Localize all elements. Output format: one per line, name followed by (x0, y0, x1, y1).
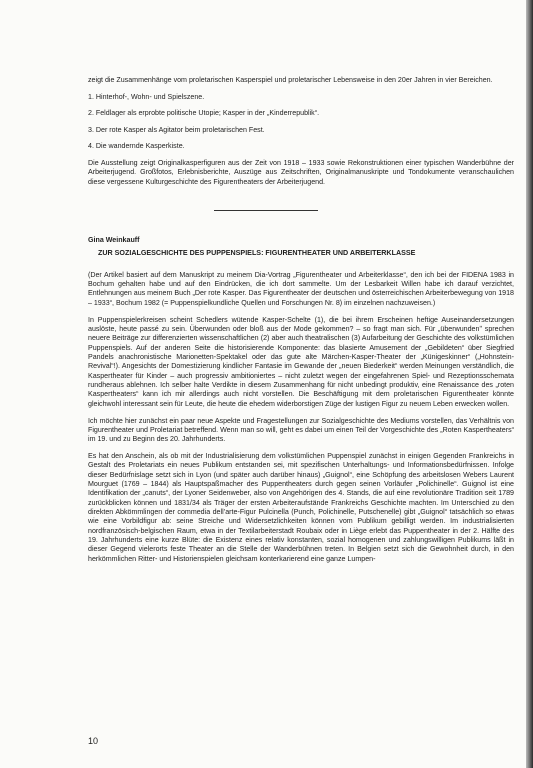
list-item: 4. Die wandernde Kasperkiste. (88, 142, 185, 151)
scan-edge (526, 0, 533, 768)
topic-list (88, 93, 514, 152)
list-item: 2. Feldlager als erprobte politische Utopie; Kasper in der „Kinderrepublik“. (88, 109, 320, 118)
page-body (88, 76, 514, 572)
exhibition-paragraph: Die Ausstellung zeigt Originalkasperfiguren aus der Zeit von 1918 – 1933 sowie Rekonstruktionen einer typischen Wanderbühne der Arbeiterjugend. Großfotos, Erlebnisberichte, Auszüge aus Zeitschriften, Originalmanuskripte und Tondokumente veranschaulichen diese vergessene Kulturgeschichte des Figurentheaters der Arbeiterjugend. (88, 158, 514, 186)
body-paragraph: Ich möchte hier zunächst ein paar neue Aspekte und Fragestellungen zur Sozialgeschichte des Mediums vorstellen, das Verhältnis von Figurentheater und Proletariat betreffend. Wenn man so will, geht es dabei um einen Teil der Vorgeschichte des „Roten Kaspertheaters“ im 19. und zu Beginn des 20. Jahrhunderts. (88, 416, 514, 444)
intro-paragraph: zeigt die Zusammenhänge vom proletarischen Kasperspiel und proletarischer Lebensweise in den 20er Jahren in vier Bereichen. (88, 76, 493, 84)
body-paragraph: Es hat den Anschein, als ob mit der Industrialisierung dem volkstümlichen Puppenspiel zunächst in einigen Gegenden Frankreichs in Gestalt des Proletariats ein neues Publikum entstanden sei, mit spezifischen Unterhaltungs- und Informationsbedürfnissen. Infolge dieser Bedürfnislage setzt sich in Lyon (und später auch darüber hinaus) „Guignol“, eine Schöpfung des arbeitslosen Webers Laurent Mourguet (1769 – 1844) als Hauptspaßmacher des Puppentheaters durch gegen seinen Vorläufer „Polichinelle“. Guignol ist eine Identifikation der „canuts“, der Lyoner Seidenweber, also von Angehörigen des 4. Stands, die auf eine revolutionäre Tradition seit 1789 zurückblicken können und 1831/34 als Träger der ersten Arbeiteraufstände Frankreichs Geschichte machten. Im Unterschied zu den direkten Abkömmlingen der commedia dell’arte-Figur Pulcinella (Punch, Polichinelle, Putschenelle) gibt „Guignol“ tatsächlich so etwas wie eine Vorbildfigur ab: seine Streiche und Widersetzlichkeiten können vom Publikum gebilligt werden. Im industrialisierten nordfranzösisch-belgischen Raum, etwa in der Textilarbeiterstadt Roubaix oder in Liège erlebt das Puppentheater in der 2. Hälfte des 19. Jahrhunderts eine kurze Blüte: die Existenz eines relativ konstanten, sozial homogenen und zahlungswilligen Publikums läßt in dieser Gegend vielerorts feste Theater an die Stelle der Wanderbühnen treten. In Belgien setzt sich die Gewohnheit durch, in den herkömmlichen Ritter- und Historienspielen gleichsam konterkarierend eine ganze Lumpen- (88, 452, 514, 563)
list-item: 1. Hinterhof-, Wohn- und Spielszene. (88, 92, 205, 101)
page-number: 10 (88, 736, 99, 746)
author-name: Gina Weinkauff (88, 236, 140, 244)
section-divider (214, 210, 318, 211)
article-title: ZUR SOZIALGESCHICHTE DES PUPPENSPIELS: FIGURENTHEATER UND ARBEITERKLASSE (98, 249, 416, 258)
list-item: 3. Der rote Kasper als Agitator beim proletarischen Fest. (88, 125, 265, 134)
body-paragraph: In Puppenspielerkreisen scheint Schedlers wütende Kasper-Schelte (1), die bei ihrem Erscheinen heftige Auseinandersetzungen auslöste, heute passé zu sein. Überwunden oder bloß aus der Mode gekommen? – so fragt man sich. Für „überwundenʺ sprechen neuere Beiträge zur differenzierten wissenschaftlichen (2) aber auch theatralischen (3) Aufarbeitung der Geschichte des volkstümlichen Puppenspiels. Auf der anderen Seite die historisierende Komponente: das blasierte Amusement der „Gebildeten“ über Siegfried Pandels anachronistische Marionetten-Spektakel oder das gute alte Märchen-Kasper-Theater der „Künigeskinner“ („Hohnstein-Revival“!). Angesichts der Domestizierung kindlicher Fantasie im Gewande der „neuen Biederkeit“ werden Meinungen verständlich, die Kaspertheater für Kinder – auch progressiv ambitioniertes – nicht zuletzt wegen der eingefahrenen Spiel- und Rezeptionsschemata rundheraus ablehnen. Ich selber halte Verdikte in diesem Zusammenhang für nicht unbedingt produktiv, eine Renaissance des „roten Kaspertheaters“ kann ich mir allerdings auch nicht vorstellen. Die Beschäftigung mit dem proletarischen Figurentheater könnte gleichwohl interessant sein für Leute, die heute die ehedem widerborstigen Züge der lustigen Figur zu neuem Leben erwecken wollen. (88, 315, 514, 408)
body-paragraph: (Der Artikel basiert auf dem Manuskript zu meinem Dia-Vortrag „Figurentheater und Arbeiterklasse“, den ich bei der FIDENA 1983 in Bochum gehalten habe und auf den Eindrücken, die ich dort sammelte. Um der Lesbarkeit Willen habe ich darauf verzichtet, Entlehnungen aus meinem Buch „Der rote Kasper. Das Figurentheater der deutschen und österreichischen Arbeiterbewegung von 1918 – 1933“, Bochum 1982 (= Puppenspielkundliche Quellen und Forschungen Nr. 8) im einzelnen nachzuweisen.) (88, 270, 514, 307)
